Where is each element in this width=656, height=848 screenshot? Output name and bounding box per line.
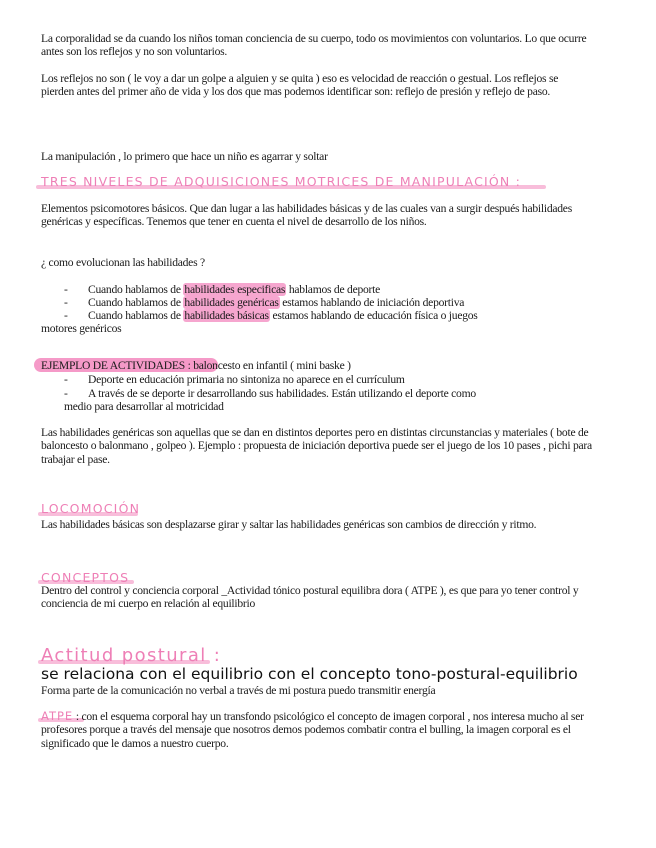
ejemplo-text: : baloncesto en infantil ( mini baske ) <box>184 359 351 372</box>
paragraph-comunicacion: Forma parte de la comunicación no verbal a través de mi postura puedo transmitir energía <box>41 684 436 697</box>
list-bullet: - <box>64 387 68 400</box>
list-item: A través de se deporte ir desarrollando sus habilidades. Están utilizando el deporte como <box>88 387 476 400</box>
list-item-text: Cuando hablamos de <box>88 309 184 322</box>
paragraph-elementos: Elementos psicomotores básicos. Que dan lugar a las habilidades básicas y de las cuales van a surgir después habilidades genéricas y específicas. Tenemos que tener en cuenta el nivel de desarrollo de los niños. <box>41 202 572 229</box>
highlight: habilidades genéricas <box>184 296 279 309</box>
list-item-text: Cuando hablamos de <box>88 283 184 296</box>
list-item: Deporte en educación primaria no sintoniza no aparece en el currículum <box>88 373 405 386</box>
paragraph-reflejos: Los reflejos no son ( le voy a dar un golpe a alguien y se quita ) eso es velocidad de reacción o gestual. Los reflejos se pierden antes del primer año de vida y los dos que mas podemos identificar son: reflejo de presión y reflejo de paso. <box>41 72 559 99</box>
list-bullet: - <box>64 373 68 386</box>
list-continuation: motores genéricos <box>41 322 122 335</box>
list-item <box>88 309 478 322</box>
highlight: habilidades especificas <box>184 283 286 296</box>
heading-tres-niveles: TRES NIVELES DE ADQUISICIONES MOTRICES DE MANIPULACIÓN : <box>41 174 522 189</box>
heading-actitud-postural: Actitud postural : <box>41 645 222 666</box>
list-item-text: Cuando hablamos de <box>88 296 184 309</box>
paragraph-evolucion: ¿ como evolucionan las habilidades ? <box>41 256 205 269</box>
list-item <box>88 296 464 309</box>
list-item-text: estamos hablando de educación física o juegos <box>269 309 478 322</box>
list-item <box>88 283 380 296</box>
paragraph-locomocion: Las habilidades básicas son desplazarse girar y saltar las habilidades genéricas son cambios de dirección y ritmo. <box>41 518 537 531</box>
list-item-text: hablamos de deporte <box>286 283 381 296</box>
list-continuation: medio para desarrollar al motricidad <box>64 400 224 413</box>
paragraph-conceptos: Dentro del control y conciencia corporal _Actividad tónico postural equilibra dora ( ATPE ), es que para yo tener control y conciencia de mi cuerpo en relación al equilibrio <box>41 584 579 611</box>
paragraph-genericas: Las habilidades genéricas son aquellas que se dan en distintos deportes pero en distintas circunstancias y materiales ( bote de baloncesto o balonmano , golpeo ). Ejemplo : propuesta de iniciación deportiva puede ser el juego de los 10 pases , pichi para trabajar el pase. <box>41 426 592 466</box>
ejemplo-line <box>41 359 351 372</box>
highlight: habilidades básicas <box>184 309 269 322</box>
paragraph-corporalidad: La corporalidad se da cuando los niños toman conciencia de su cuerpo, todo os movimientos con voluntarios. Lo que ocurre antes son los reflejos y no son voluntarios. <box>41 32 587 59</box>
heading-locomocion: LOCOMOCIÓN <box>41 501 141 516</box>
atpe-text: : con el esquema corporal hay un transfondo psicológico el concepto de imagen corporal , nos interesa mucho al ser profesores porque a través del mensaje que nosotros demos podemos combatir contra el bulling, la imagen corporal es el significado que le damos a nuestro cuerpo. <box>41 710 584 750</box>
list-bullet: - <box>64 296 68 309</box>
list-item-text: estamos hablando de iniciación deportiva <box>279 296 465 309</box>
ejemplo-label: EJEMPLO DE ACTIVIDADES <box>41 359 185 372</box>
atpe-label: ATPE <box>41 709 74 723</box>
list-bullet: - <box>64 283 68 296</box>
paragraph-tono-postural: se relaciona con el equilibrio con el concepto tono-postural-equilibrio <box>41 665 578 683</box>
heading-conceptos: CONCEPTOS <box>41 570 130 585</box>
paragraph-manipulacion: La manipulación , lo primero que hace un niño es agarrar y soltar <box>41 150 328 163</box>
list-bullet: - <box>64 309 68 322</box>
paragraph-atpe <box>41 710 593 750</box>
